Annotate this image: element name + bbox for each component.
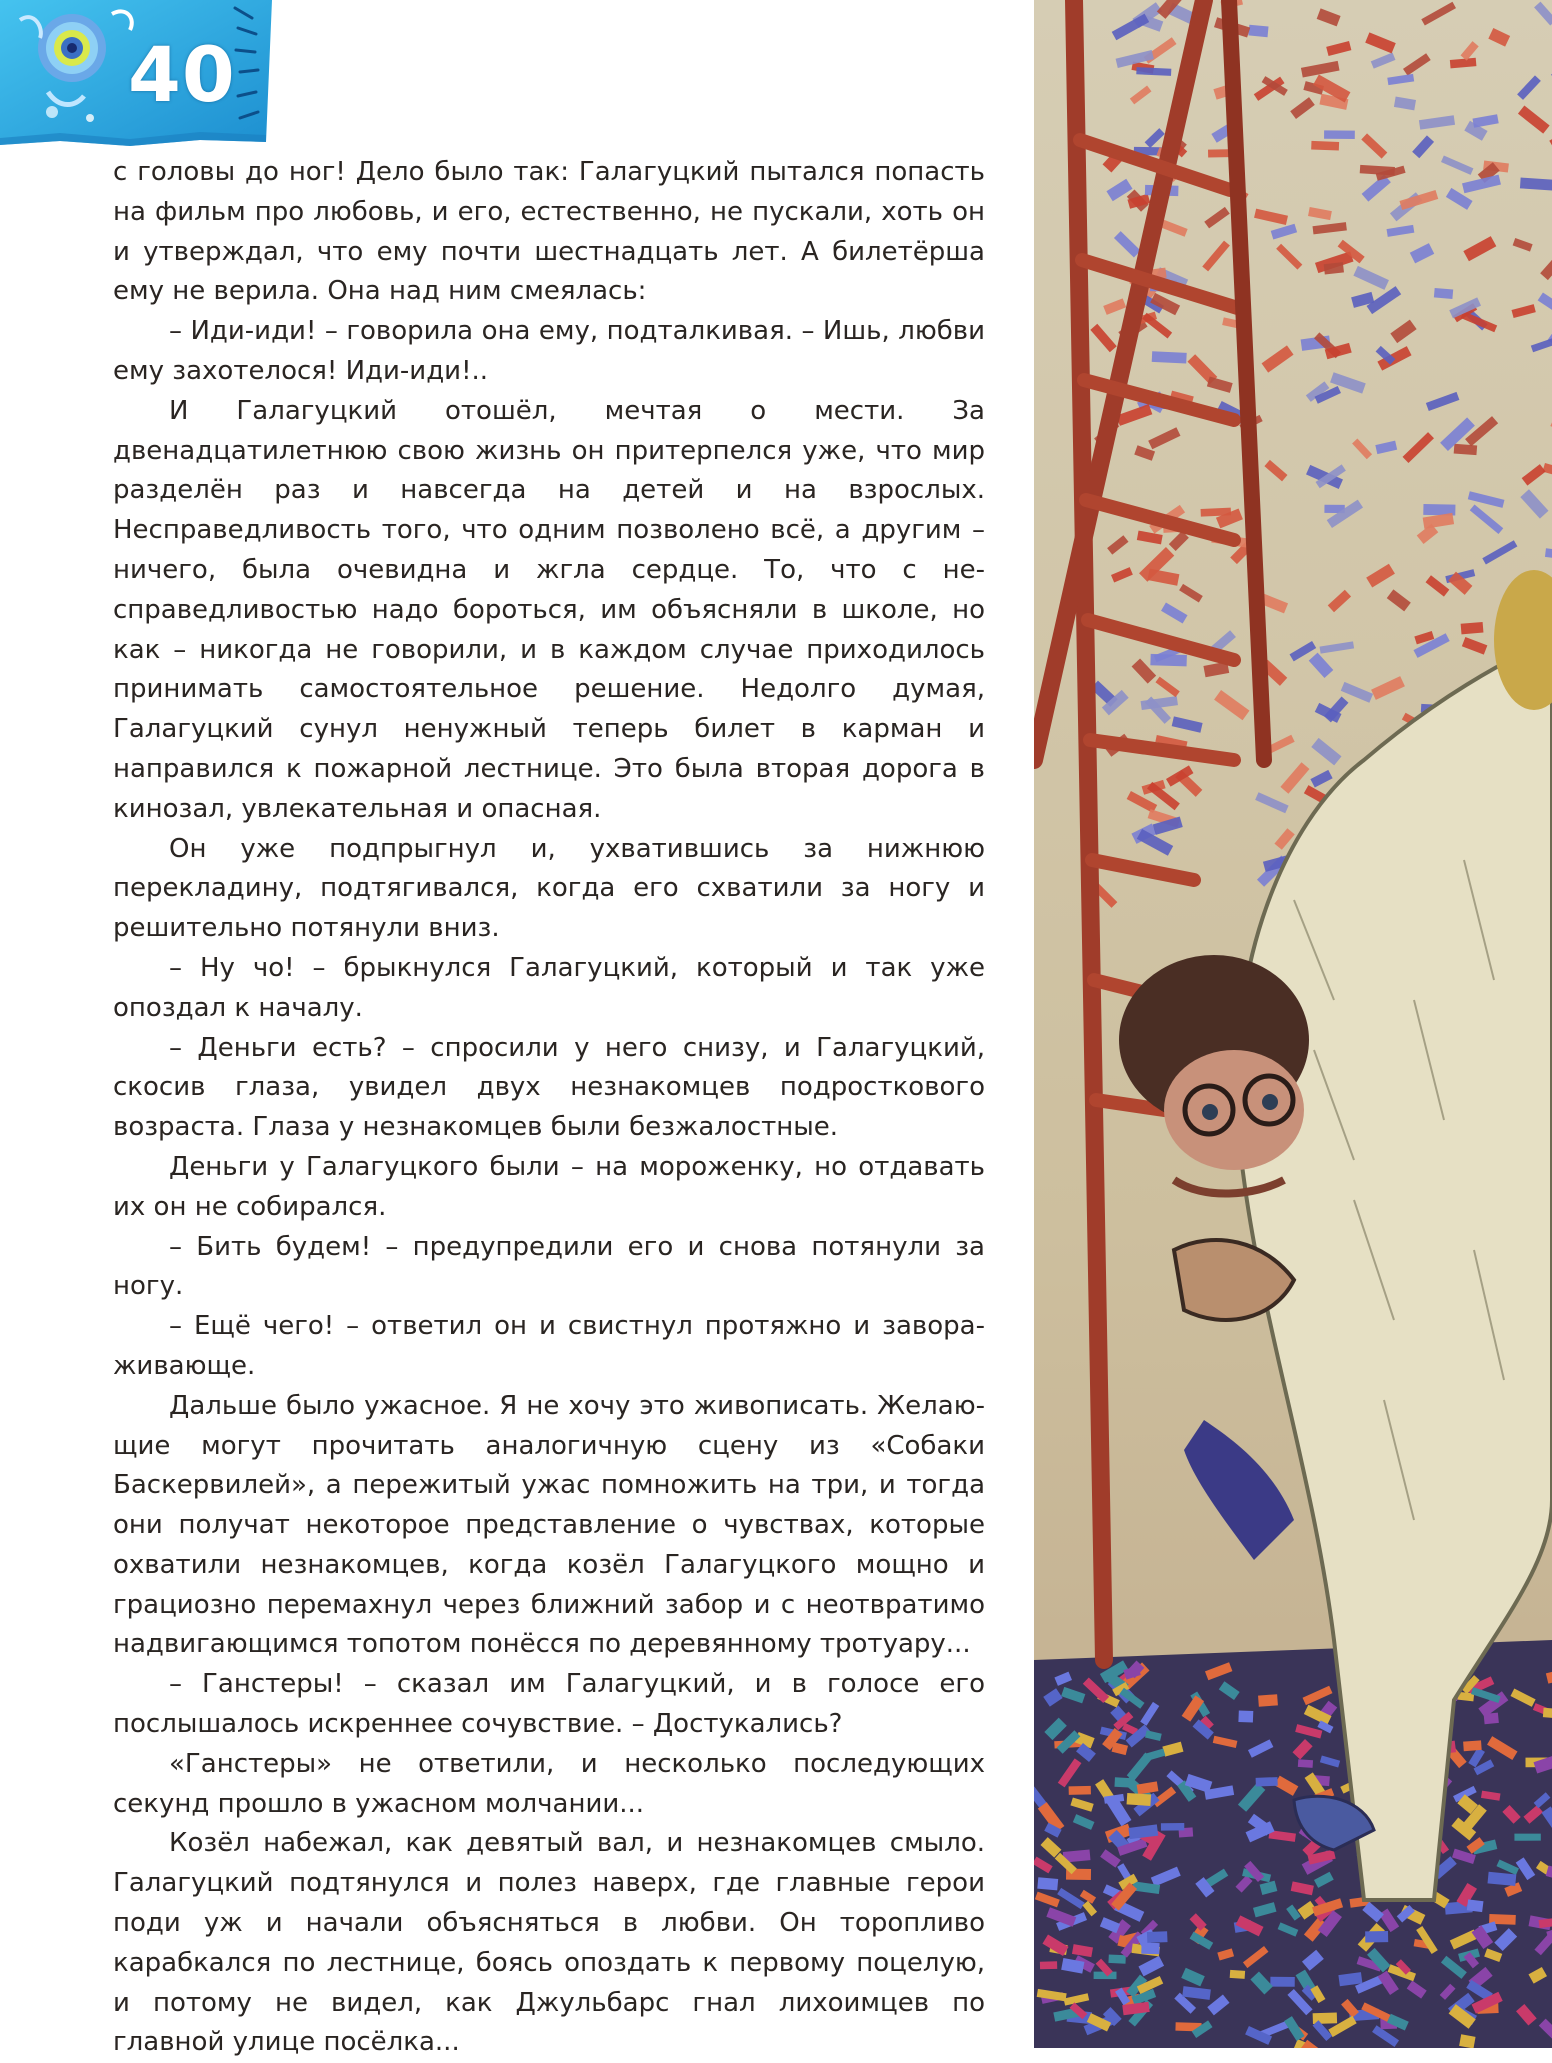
boy-ladder-goat-illustration bbox=[1034, 0, 1552, 2048]
page-number-badge bbox=[0, 0, 272, 152]
text-column bbox=[113, 153, 985, 2063]
paragraph: – Ганстеры! – сказал им Галагуцкий, и в голосе его послышалось искреннее сочувствие. – Достукались? bbox=[113, 1669, 985, 1740]
paragraph: И Галагуцкий отошёл, мечтая о мести. За двенадцатилетнюю свою жизнь он притерпелся уже, что мир разделён раз и навсегда на детей и на взрослых. Несправедливость того, что одним позволено всё, а другим – ничего, была очевидна и жгла сердце. То, что с несправедливостью надо бороться, им объясняли в школе, но как – никогда не говорили, и в каждом случае приходилось принимать самостоятельное решение. Недолго думая, Галагуцкий сунул ненужный теперь билет в карман и направился к пожарной лестнице. Это была вторая дорога в кинозал, увлекательная и опасная. bbox=[113, 395, 985, 824]
paragraph: Дальше было ужасное. Я не хочу это живописать. Желающие могут прочитать аналогичную сцену из «Собаки Баскервилей», а пережитый ужас помножить на три, и тогда они получат некоторое представление о чувствах, которые охватили незнакомцев, когда козёл Галагуцкого мощно и грациозно перемахнул через ближний забор и с неотвратимо надвигающимся топотом понёсся по деревянному тротуару... bbox=[113, 1390, 985, 1660]
paragraph: – Ну чо! – брыкнулся Галагуцкий, который и так уже опоздал к началу. bbox=[113, 952, 985, 1023]
paragraph: – Ещё чего! – ответил он и свистнул протяжно и завораживающе. bbox=[113, 1311, 985, 1381]
paragraph: – Деньги есть? – спросили у него снизу, и Галагуцкий, скосив глаза, увидел двух незнакомцев подросткового возраста. Глаза у незнакомцев были безжалостные. bbox=[113, 1032, 985, 1143]
paragraph: с головы до ног! Дело было так: Галагуцкий пытался попасть на фильм про любовь, и его, естественно, не пускали, хоть он и утверждал, что ему почти шестнадцать лет. А билетёрша ему не верила. Она над ним смеялась: bbox=[113, 157, 985, 307]
paragraph: Деньги у Галагуцкого были – на мороженку, но отдавать их он не собирался. bbox=[113, 1151, 985, 1222]
page-number: 40 bbox=[128, 30, 236, 119]
paragraph: – Бить будем! – предупредили его и снова потянули за ногу. bbox=[113, 1231, 985, 1302]
paragraph: – Иди-иди! – говорила она ему, подталкивая. – Ишь, любви ему захотелося! Иди-иди!.. bbox=[113, 316, 985, 386]
book-illustration bbox=[1034, 0, 1552, 2048]
paragraph: Козёл набежал, как девятый вал, и незнакомцев смыло. Галагуцкий подтянулся и полез наверх, где главные герои поди уж и начали объясняться в любви. Он торопливо карабкался по лестнице, боясь опоздать к первому поцелую, и потому не видел, как Джульбарс гнал лихоимцев по главной улице посёлка... bbox=[113, 1828, 985, 2058]
paragraph: «Ганстеры» не ответили, и несколько последующих секунд прошло в ужасном молчании... bbox=[113, 1748, 985, 1819]
paragraph: Он уже подпрыгнул и, ухватившись за нижнюю перекладину, подтягивался, когда его схватили за ногу и решительно потянули вниз. bbox=[113, 833, 985, 944]
